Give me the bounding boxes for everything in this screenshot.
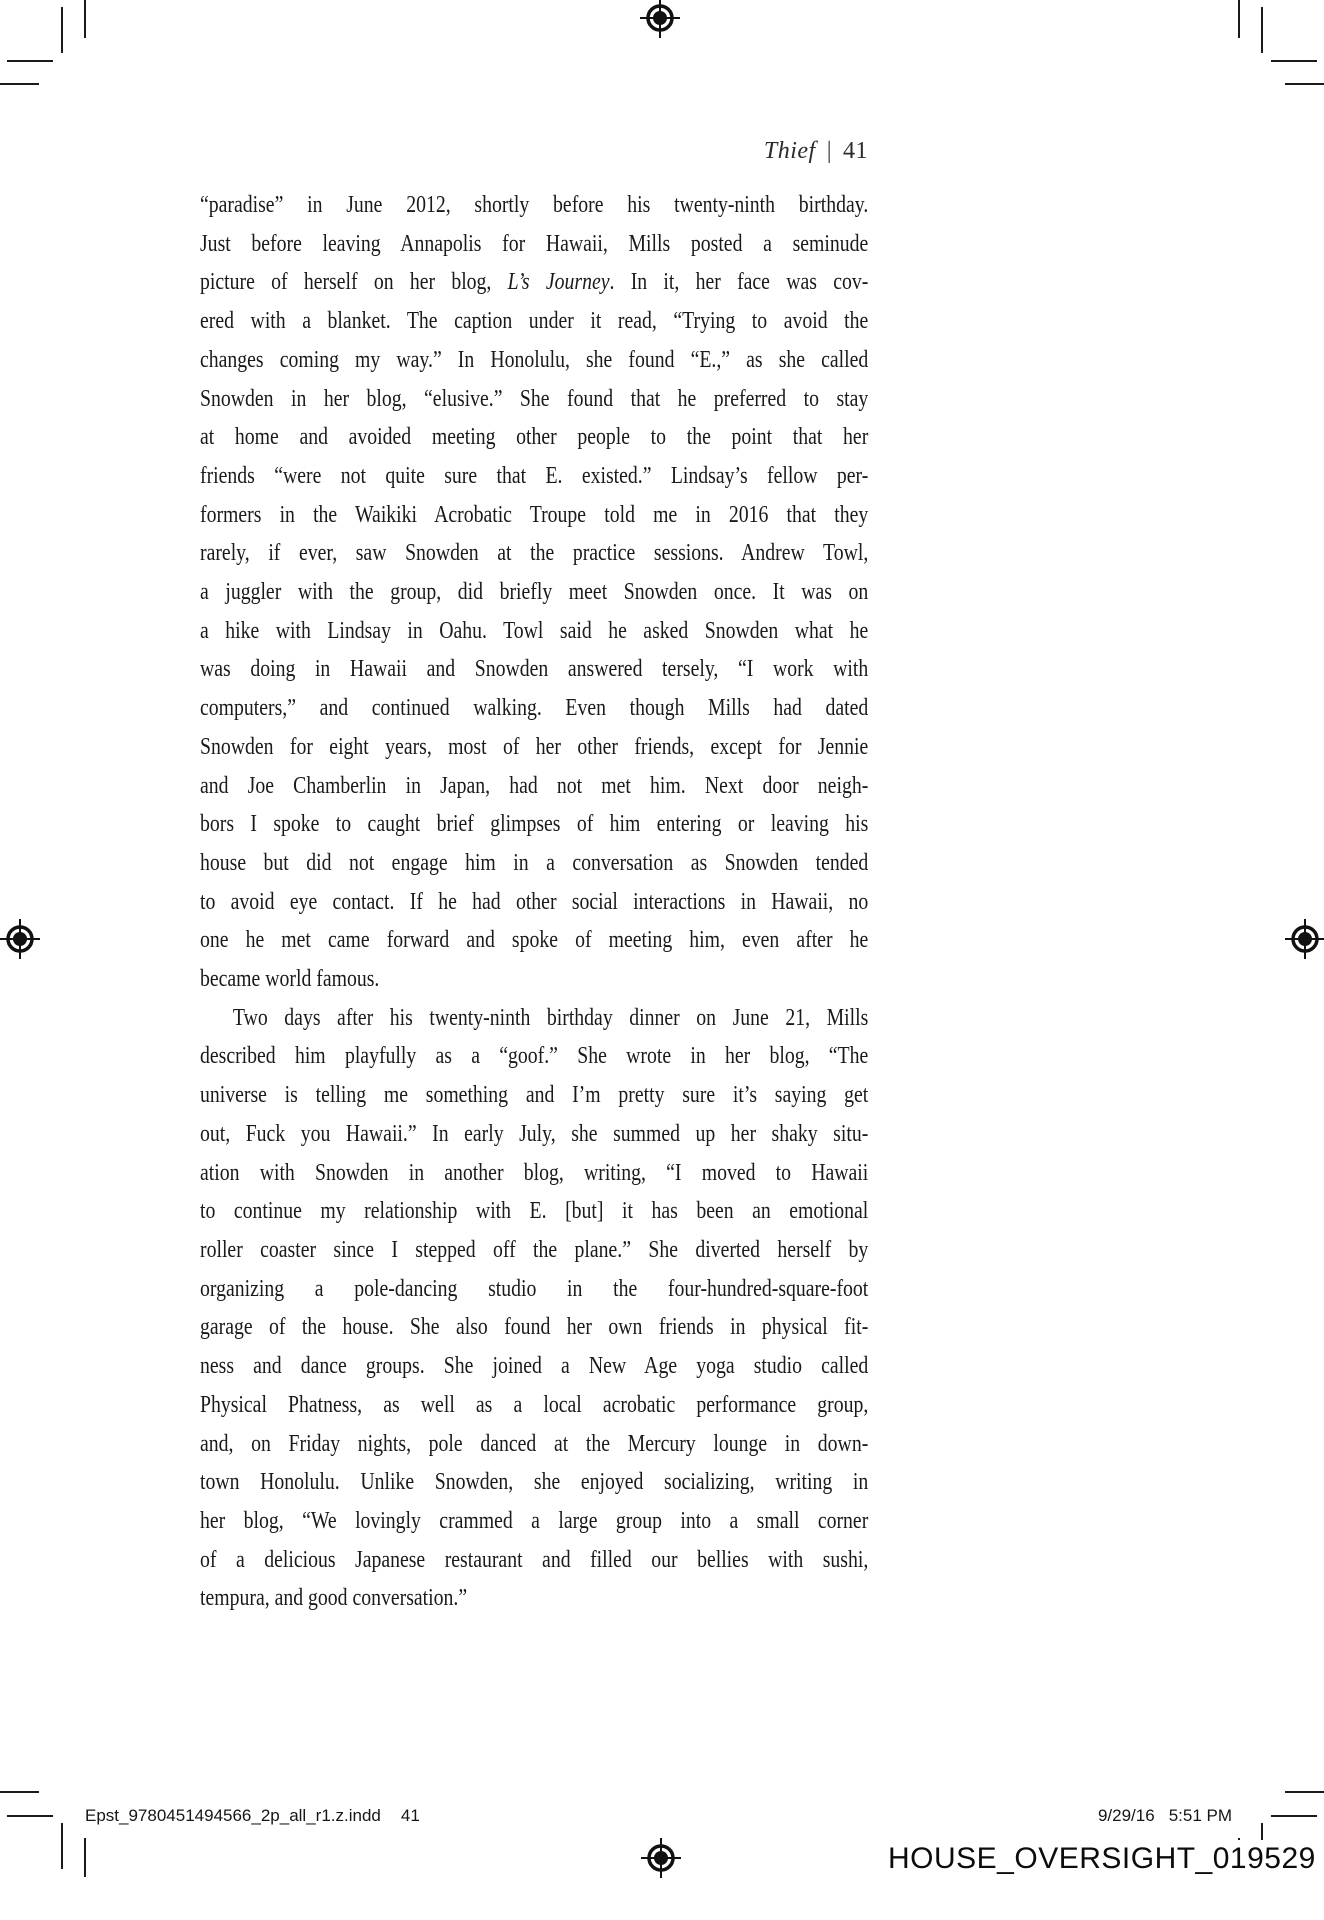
print-timestamp <box>1000 1806 1232 1826</box>
body-line: described him playfully as a “goof.” She wrote in her blog, “The <box>200 1043 869 1070</box>
body-line: Snowden in her blog, “elusive.” She found that he preferred to stay <box>200 385 869 412</box>
body-line: universe is telling me something and I’m pretty sure it’s saying get <box>200 1082 869 1109</box>
body-line: house but did not engage him in a conversation as Snowden tended <box>200 849 869 876</box>
body-line: out, Fuck you Hawaii.” In early July, she summed up her shaky situ- <box>200 1120 869 1147</box>
body-line: friends “were not quite sure that E. existed.” Lindsay’s fellow per- <box>200 462 869 489</box>
body-line: garage of the house. She also found her own friends in physical fit- <box>200 1314 869 1341</box>
body-line: ation with Snowden in another blog, writing, “I moved to Hawaii <box>200 1159 869 1186</box>
body-line: Just before leaving Annapolis for Hawaii, Mills posted a seminude <box>200 230 869 257</box>
print-slug <box>85 1806 420 1826</box>
body-line: her blog, “We lovingly crammed a large group into a small corner <box>200 1507 869 1534</box>
crop-mark <box>1238 0 1240 38</box>
body-line: town Honolulu. Unlike Snowden, she enjoyed socializing, writing in <box>200 1469 869 1496</box>
running-header-book-title: Thief <box>763 138 816 164</box>
registration-target-icon <box>640 0 680 38</box>
body-line: computers,” and continued walking. Even though Mills had dated <box>200 695 869 722</box>
body-line: became world famous. <box>200 966 380 993</box>
body-line: one he met came forward and spoke of meeting him, even after he <box>200 927 869 954</box>
body-line: “paradise” in June 2012, shortly before his twenty-ninth birthday. <box>200 192 869 218</box>
slug-filename: Epst_9780451494566_2p_all_r1.z.indd <box>85 1806 381 1825</box>
slug-page-number: 41 <box>400 1806 420 1825</box>
body-line: Physical Phatness, as well as a local acrobatic performance group, <box>200 1391 869 1418</box>
crop-mark <box>1261 7 1263 53</box>
bates-stamp: HOUSE_OVERSIGHT_019529 <box>882 1840 1322 1880</box>
body-line: Snowden for eight years, most of her other friends, except for Jennie <box>200 733 869 760</box>
registration-target-icon <box>641 1838 681 1878</box>
body-line: organizing a pole-dancing studio in the four-hundred-square-foot <box>200 1275 869 1302</box>
crop-mark <box>1285 1791 1324 1793</box>
body-line: bors I spoke to caught brief glimpses of him entering or leaving his <box>200 811 869 838</box>
body-line: at home and avoided meeting other people to the point that her <box>200 424 869 451</box>
body-line: rarely, if ever, saw Snowden at the practice sessions. Andrew Towl, <box>200 540 869 567</box>
body-line: changes coming my way.” In Honolulu, she found “E.,” as she called <box>200 346 869 373</box>
registration-target-icon <box>0 919 40 959</box>
registration-target-icon <box>1285 919 1324 959</box>
crop-mark <box>0 83 39 85</box>
body-line: ness and dance groups. She joined a New Age yoga studio called <box>200 1353 869 1380</box>
crop-mark <box>0 1791 39 1793</box>
crop-mark <box>7 1815 53 1817</box>
body-line: and, on Friday nights, pole danced at the Mercury lounge in down- <box>200 1430 869 1457</box>
crop-mark <box>84 0 86 38</box>
crop-mark <box>1285 83 1324 85</box>
italic-book-title: L’s Journey <box>507 269 610 296</box>
crop-mark <box>1271 1815 1317 1817</box>
body-line: a juggler with the group, did briefly meet Snowden once. It was on <box>200 579 869 606</box>
crop-mark <box>61 1823 63 1869</box>
body-line: of a delicious Japanese restaurant and filled our bellies with sushi, <box>200 1546 869 1573</box>
body-line: ered with a blanket. The caption under it read, “Trying to avoid the <box>200 308 869 335</box>
body-line: a hike with Lindsay in Oahu. Towl said he asked Snowden what he <box>200 617 869 644</box>
body-line: to continue my relationship with E. [but] it has been an emotional <box>200 1198 869 1225</box>
body-line: picture of herself on her blog, L’s Journey. In it, her face was cov- <box>200 269 869 296</box>
crop-mark <box>84 1838 86 1877</box>
body-line: roller coaster since I stepped off the plane.” She diverted herself by <box>200 1236 869 1263</box>
crop-mark <box>61 7 63 53</box>
body-line: formers in the Waikiki Acrobatic Troupe told me in 2016 that they <box>200 501 869 528</box>
running-header-page-number: 41 <box>843 138 868 164</box>
running-header <box>200 138 868 165</box>
body-line: Two days after his twenty-ninth birthday dinner on June 21, Mills <box>232 1004 869 1031</box>
running-header-separator: | <box>826 138 832 164</box>
body-line: to avoid eye contact. If he had other social interactions in Hawaii, no <box>200 888 869 915</box>
body-line: tempura, and good conversation.” <box>200 1585 468 1612</box>
body-line: and Joe Chamberlin in Japan, had not met him. Next door neigh- <box>200 772 869 799</box>
body-line: was doing in Hawaii and Snowden answered tersely, “I work with <box>200 656 869 683</box>
body-text <box>200 186 868 1618</box>
print-date: 9/29/16 <box>1097 1806 1155 1825</box>
print-time: 5:51 PM <box>1168 1806 1232 1825</box>
crop-mark <box>1271 60 1317 62</box>
crop-mark <box>7 60 53 62</box>
